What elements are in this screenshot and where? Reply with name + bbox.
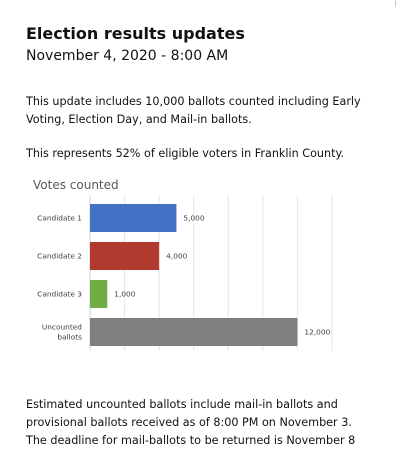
data-label: 4,000 xyxy=(166,251,188,261)
page-title: Election results updates xyxy=(26,24,245,43)
footnote xyxy=(26,396,388,450)
ballots-summary-text: This update includes 10,000 ballots counted including Early Voting, Election Day, and Mail-in ballots. xyxy=(26,95,361,126)
data-label: 1,000 xyxy=(114,289,136,299)
scroll-edge-marker xyxy=(395,0,396,7)
bar-chart-svg xyxy=(18,174,338,364)
bar-uncounted-ballots xyxy=(90,318,297,346)
category-label-line: Candidate 3 xyxy=(37,289,82,299)
bar-candidate-3 xyxy=(90,280,107,308)
bar-candidate-1 xyxy=(90,204,176,232)
update-timestamp: November 4, 2020 - 8:00 AM xyxy=(26,48,229,64)
category-label xyxy=(37,214,82,223)
category-label-line: ballots xyxy=(57,332,82,342)
turnout-summary-text: This represents 52% of eligible voters in Franklin County. xyxy=(26,147,345,160)
data-label: 12,000 xyxy=(304,327,331,337)
data-label: 5,000 xyxy=(183,213,205,223)
votes-chart xyxy=(18,174,338,364)
category-label xyxy=(42,323,82,342)
chart-title: Votes counted xyxy=(33,178,119,192)
footnote-uncounted-explanation: Estimated uncounted ballots include mail-in ballots and provisional ballots received as of 8:00 PM on November 3. xyxy=(26,398,352,429)
bar-candidate-2 xyxy=(90,242,159,270)
category-label xyxy=(37,252,82,261)
category-label-line: Uncounted xyxy=(41,322,82,332)
category-label-line: Candidate 1 xyxy=(37,213,82,223)
footnote-deadline: The deadline for mail-ballots to be returned is November 8 xyxy=(26,434,356,447)
category-label-line: Candidate 2 xyxy=(37,251,82,261)
category-label xyxy=(37,290,82,299)
